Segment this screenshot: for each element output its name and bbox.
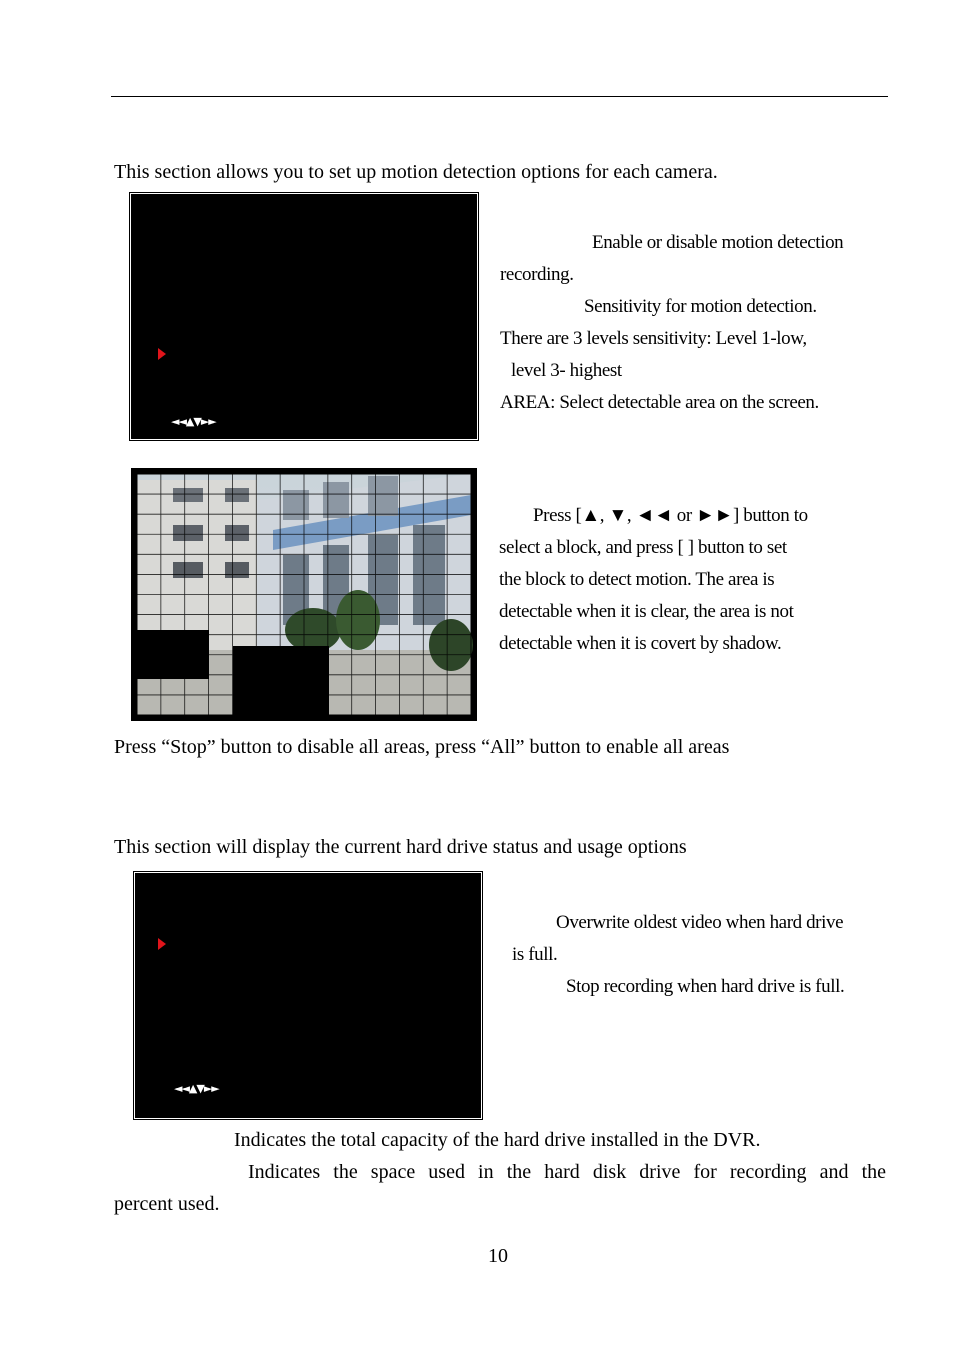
area-note-line3: the block to detect motion. The area is <box>499 569 775 590</box>
menu-cursor-icon <box>158 938 166 950</box>
building-photo-grid <box>133 470 475 719</box>
stop-all-instruction: Press “Stop” button to disable all areas, press “All” button to enable all areas <box>114 736 730 758</box>
motion-area-grid-image <box>131 468 477 721</box>
area-note-line2: select a block, and press [ ] button to set <box>499 537 787 558</box>
motion-note-line1: Enable or disable motion detection <box>592 232 844 253</box>
menu-cursor-icon <box>158 348 166 360</box>
used-description-line2: percent used. <box>114 1193 220 1215</box>
capacity-description: Indicates the total capacity of the hard drive installed in the DVR. <box>234 1129 761 1151</box>
motion-settings-screen <box>131 194 477 439</box>
hdd-note-line1: Overwrite oldest video when hard drive <box>556 912 844 933</box>
header-rule <box>111 96 888 97</box>
navigation-keys-icon: ◄◄▲▼►► <box>174 1082 219 1095</box>
used-description-line1: Indicates the space used in the hard disk drive for recording and the <box>248 1161 886 1183</box>
hdd-note-line2: is full. <box>512 944 558 965</box>
hdd-intro-text: This section will display the current hard drive status and usage options <box>114 836 687 858</box>
area-note-line4: detectable when it is clear, the area is not <box>499 601 794 622</box>
hdd-settings-screen <box>135 873 481 1118</box>
motion-intro-text: This section allows you to set up motion detection options for each camera. <box>114 161 718 183</box>
page-number: 10 <box>488 1245 508 1267</box>
hdd-note-line3: Stop recording when hard drive is full. <box>566 976 845 997</box>
motion-note-line4: There are 3 levels sensitivity: Level 1-low, <box>500 328 807 349</box>
motion-note-line2: recording. <box>500 264 574 285</box>
area-note-line1: Press [▲, ▼, ◄◄ or ►►] button to <box>533 505 808 526</box>
area-note-line5: detectable when it is covert by shadow. <box>499 633 782 654</box>
motion-note-line5: level 3- highest <box>511 360 622 381</box>
motion-note-line3: Sensitivity for motion detection. <box>584 296 817 317</box>
motion-note-line6: AREA: Select detectable area on the screen. <box>500 392 819 413</box>
navigation-keys-icon: ◄◄▲▼►► <box>171 415 216 428</box>
